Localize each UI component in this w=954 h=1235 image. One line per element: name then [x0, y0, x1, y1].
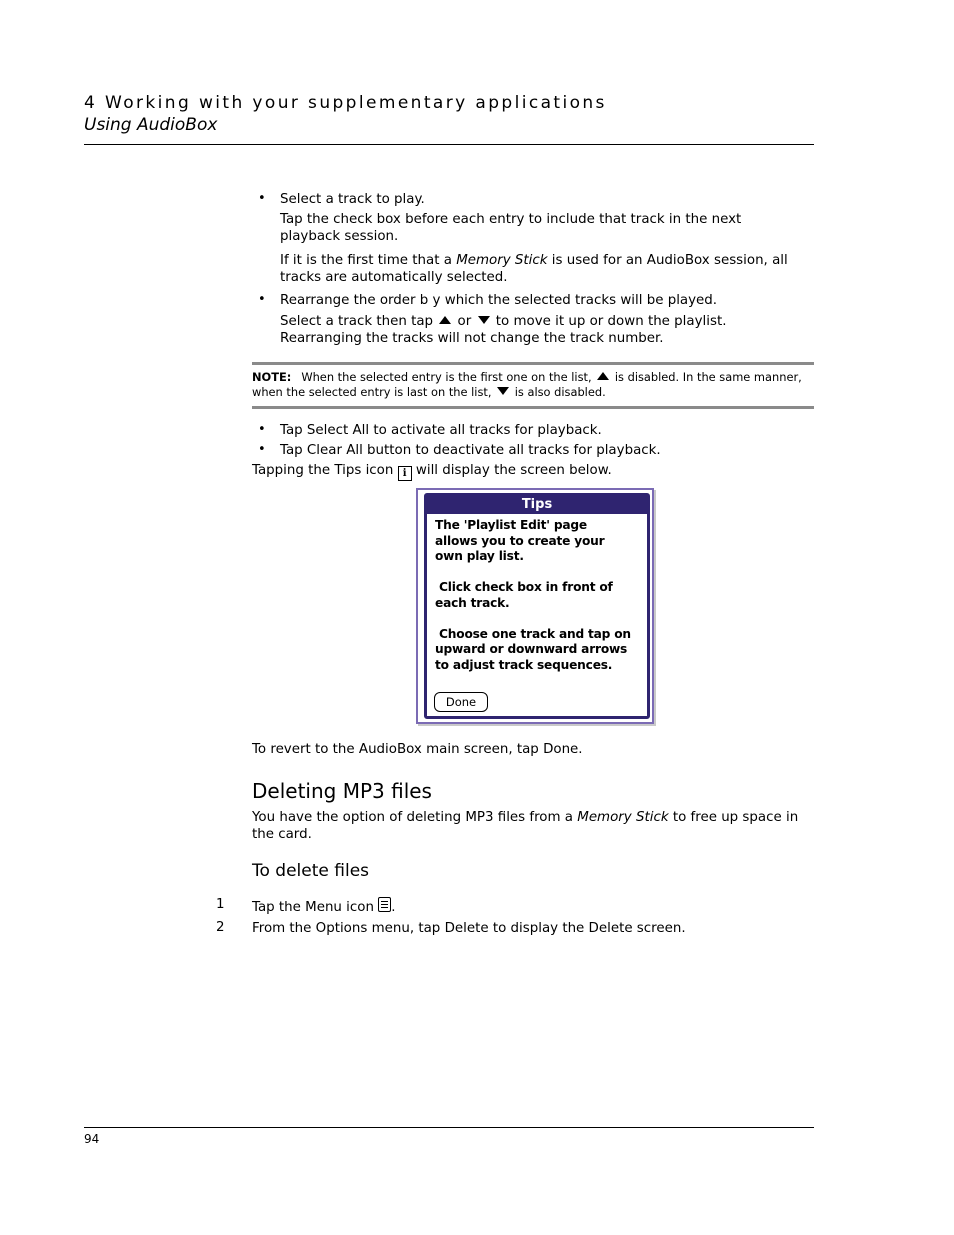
tips-dialog-title: Tips: [427, 496, 647, 514]
menu-icon: [378, 897, 391, 912]
bullet-select-all: Tap Select All to activate all tracks for playback.: [280, 423, 602, 438]
para-memory-stick: If it is the first time that a Memory Stick is used for an AudioBox session, all tracks are automatically selected.: [280, 253, 788, 285]
footer-rule: [84, 1127, 814, 1128]
bullet-dot: •: [258, 422, 266, 437]
bullet-dot: •: [258, 442, 266, 457]
section-title: Using AudioBox: [84, 115, 218, 135]
note: NOTE: When the selected entry is the first one on the list, is disabled. In the same manner, when the selected entry is last on the list, is also disabled.: [252, 370, 802, 399]
chapter-title: 4 Working with your supplementary applications: [84, 93, 607, 113]
bullet-dot: •: [258, 191, 266, 206]
note-top-rule: [252, 362, 814, 365]
tips-icon: i: [398, 466, 412, 481]
step-number: 1: [216, 897, 225, 912]
bullet-rearrange: Rearrange the order b y which the selected tracks will be played.: [280, 293, 718, 308]
para-check-box: Tap the check box before each entry to include that track in the next playback session.: [280, 212, 742, 244]
bullet-clear-all: Tap Clear All button to deactivate all tracks for playback.: [280, 443, 661, 458]
tips-line: Tapping the Tips icon i will display the screen below.: [252, 463, 612, 479]
done-button[interactable]: Done: [434, 692, 488, 712]
tips-dialog-text: The 'Playlist Edit' page allows you to create your own play list. Click check box in front of each track. Choose one track and tap on upward or downward arrows to adjust track sequences.: [435, 518, 631, 672]
revert-text: To revert to the AudioBox main screen, tap Done.: [252, 742, 583, 757]
bullet-dot: •: [258, 292, 266, 307]
tips-dialog: [424, 493, 650, 719]
down-arrow-icon: [478, 316, 490, 324]
note-bottom-rule: [252, 406, 814, 409]
step-2: From the Options menu, tap Delete to display the Delete screen.: [252, 921, 686, 936]
para-select-then-tap: Select a track then tap or to move it up or down the playlist. Rearranging the tracks will not change the track number.: [280, 314, 727, 346]
header-rule: [84, 144, 814, 145]
deleting-intro: You have the option of deleting MP3 files from a Memory Stick to free up space in the card.: [252, 810, 799, 842]
down-arrow-icon: [497, 387, 509, 395]
to-delete-heading: To delete files: [252, 861, 370, 881]
up-arrow-icon: [439, 316, 451, 324]
bullet-select-track: Select a track to play.: [280, 192, 425, 207]
deleting-heading: Deleting MP3 files: [252, 779, 432, 803]
page-number: 94: [84, 1132, 100, 1146]
step-number: 2: [216, 920, 225, 935]
step-1: Tap the Menu icon .: [252, 897, 812, 916]
up-arrow-icon: [597, 372, 609, 380]
note-label: NOTE:: [252, 370, 292, 384]
